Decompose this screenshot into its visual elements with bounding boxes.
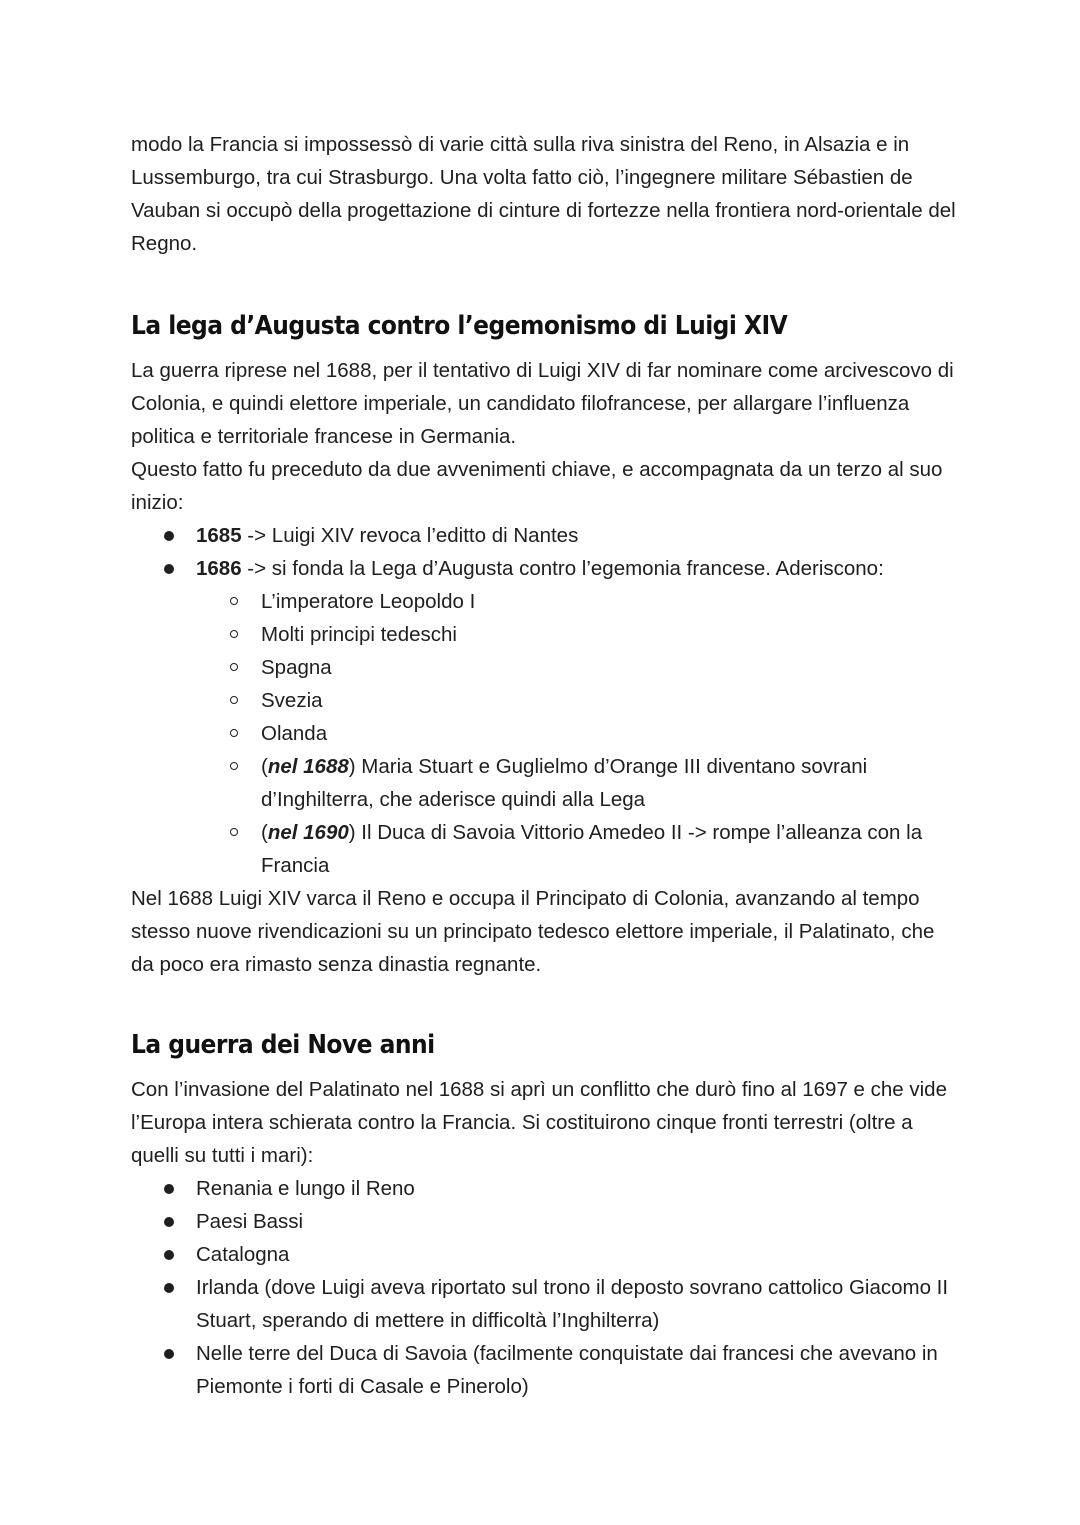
fronts-list: [131, 1172, 961, 1403]
section-heading-guerra-nove-anni: La guerra dei Nove anni: [131, 1030, 435, 1060]
list-item: [131, 1238, 961, 1271]
bullet-icon: [164, 1283, 174, 1293]
hollow-bullet-icon: [230, 729, 238, 737]
section2-paragraph: Con l’invasione del Palatinato nel 1688 si aprì un conflitto che durò fino al 1697 e che vide l’Europa intera schierata contro la Francia. Si costituirono cinque fronti terrestri (oltre a quelli su tutti i mari):: [131, 1078, 947, 1167]
document-page: [131, 128, 961, 1403]
member-year-emphasis: nel 1688: [267, 755, 349, 778]
front-text: Renania e lungo il Reno: [196, 1177, 415, 1200]
intro-paragraph: modo la Francia si impossessò di varie città sulla riva sinistra del Reno, in Alsazia e in Lussemburgo, tra cui Strasburgo. Una volta fatto ciò, l’ingegnere militare Sébastien de Vauban si occupò della progettazione di cinture di fortezze nella frontiera nord-orientale del Regno.: [131, 133, 956, 255]
list-item: [131, 585, 961, 618]
section1-paragraph-3: Nel 1688 Luigi XIV varca il Reno e occupa il Principato di Colonia, avanzando al tempo stesso nuove rivendicazioni su un principato tedesco elettore imperiale, il Palatinato, che da poco era rimasto senza dinastia regnante.: [131, 887, 935, 976]
list-item: [131, 750, 961, 816]
event-year: 1686: [196, 557, 242, 580]
hollow-bullet-icon: [230, 828, 238, 836]
bullet-icon: [164, 564, 174, 574]
list-item: [131, 651, 961, 684]
front-text: Paesi Bassi: [196, 1210, 304, 1233]
member-text: Molti principi tedeschi: [261, 623, 457, 646]
bullet-icon: [164, 1250, 174, 1260]
list-item: [131, 1271, 961, 1337]
section1-paragraph-2: Questo fatto fu preceduto da due avvenimenti chiave, e accompagnata da un terzo al suo inizio:: [131, 458, 943, 514]
member-text: Spagna: [261, 656, 332, 679]
member-text: ) Il Duca di Savoia Vittorio Amedeo II -> rompe l’alleanza con la Francia: [261, 821, 923, 877]
hollow-bullet-icon: [230, 597, 238, 605]
paren-open: (: [261, 755, 268, 778]
list-item: [131, 816, 961, 882]
hollow-bullet-icon: [230, 696, 238, 704]
member-text: Olanda: [261, 722, 328, 745]
bullet-icon: [164, 1217, 174, 1227]
events-list: [131, 519, 961, 585]
hollow-bullet-icon: [230, 762, 238, 770]
list-item: [131, 1205, 961, 1238]
list-item: [131, 1337, 961, 1403]
front-text: Catalogna: [196, 1243, 290, 1266]
event-text: -> Luigi XIV revoca l’editto di Nantes: [241, 524, 579, 547]
bullet-icon: [164, 531, 174, 541]
event-text: -> si fonda la Lega d’Augusta contro l’egemonia francese. Aderiscono:: [241, 557, 884, 580]
hollow-bullet-icon: [230, 663, 238, 671]
paren-open: (: [261, 821, 268, 844]
section1-paragraph-1: La guerra riprese nel 1688, per il tentativo di Luigi XIV di far nominare come arcivescovo di Colonia, e quindi elettore imperiale, un candidato filofrancese, per allargare l’influenza politica e territoriale francese in Germania.: [131, 359, 954, 448]
member-text: ) Maria Stuart e Guglielmo d’Orange III diventano sovrani d’Inghilterra, che aderisce quindi alla Lega: [261, 755, 868, 811]
member-text: Svezia: [261, 689, 323, 712]
bullet-icon: [164, 1349, 174, 1359]
list-item: [131, 1172, 961, 1205]
member-text: L’imperatore Leopoldo I: [261, 590, 476, 613]
front-text: Irlanda (dove Luigi aveva riportato sul trono il deposto sovrano cattolico Giacomo II Stuart, sperando di mettere in difficoltà l’Inghilterra): [196, 1276, 949, 1332]
member-year-emphasis: nel 1690: [267, 821, 349, 844]
event-year: 1685: [196, 524, 242, 547]
members-list: [131, 585, 961, 882]
list-item: [131, 684, 961, 717]
list-item: [131, 618, 961, 651]
list-item: [131, 717, 961, 750]
hollow-bullet-icon: [230, 630, 238, 638]
bullet-icon: [164, 1184, 174, 1194]
section-heading-lega-augusta: La lega d’Augusta contro l’egemonismo di Luigi XIV: [131, 311, 788, 341]
list-item: [131, 519, 961, 552]
front-text: Nelle terre del Duca di Savoia (facilmente conquistate dai francesi che avevano in Piemonte i forti di Casale e Pinerolo): [196, 1342, 938, 1398]
list-item: [131, 552, 961, 585]
